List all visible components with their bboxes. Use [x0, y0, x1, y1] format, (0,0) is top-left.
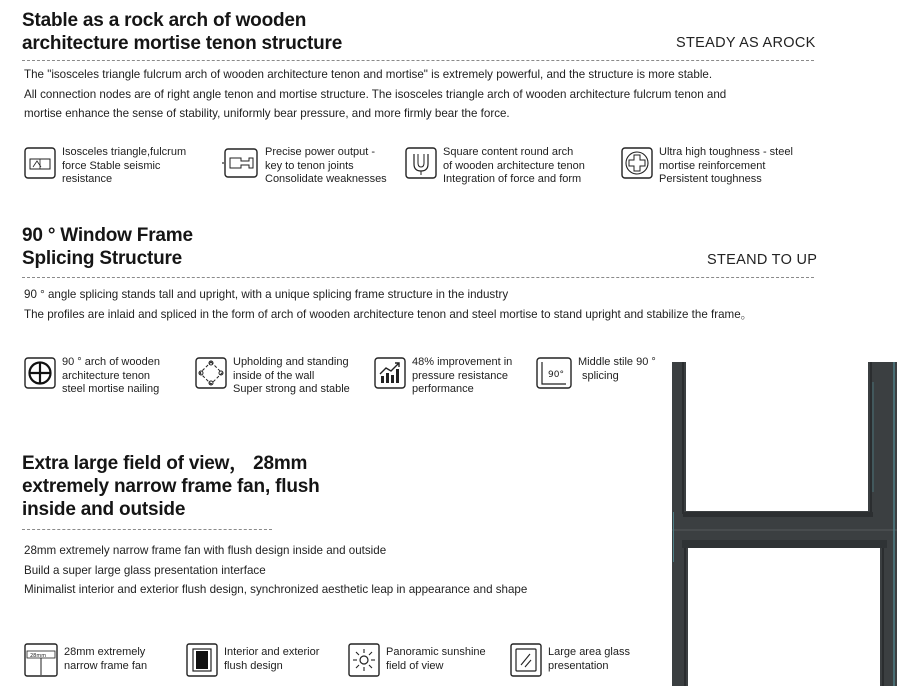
window-frame-drawing: [672, 362, 897, 686]
section2-tagline: STEAND TO UP: [707, 252, 818, 268]
angle-90-icon: [536, 356, 572, 390]
window-frame-image: [672, 362, 897, 686]
triangle-fulcrum-icon: [24, 146, 56, 180]
sunshine-icon: [348, 643, 380, 677]
feature-sunshine: [348, 643, 486, 677]
glass-area-icon: [510, 643, 542, 677]
feature-text: Interior and exterior flush design: [224, 646, 320, 672]
section2-divider: [22, 277, 814, 278]
feature-text: 28mm extremely narrow frame fan: [64, 646, 148, 672]
section3-title: Extra large field of view， 28mm extremely narrow frame fan, flush inside and outside: [22, 453, 320, 520]
section1-title: Stable as a rock arch of wooden architecture mortise tenon structure: [22, 10, 343, 54]
feature-cross-circle: [24, 356, 160, 397]
feature-round-arch: [405, 146, 585, 187]
feature-text: Middle stile 90 ° splicing: [578, 356, 656, 382]
feature-text: Upholding and standing inside of the wall Super strong and stable: [233, 356, 350, 396]
section2-paragraph: 90 ° angle splicing stands tall and upright, with a unique splicing frame structure in the industry The profiles are inlaid and spliced in the form of arch of wooden architecture tenon and steel mortise to stand upright and stabilize the frame。: [24, 288, 753, 321]
feature-flush-design: [186, 643, 319, 677]
section3-paragraph: 28mm extremely narrow frame fan with flush design inside and outside Build a super large glass presentation interface Minimalist interior and exterior flush design, synchronized aesthetic leap in appearance and shape: [24, 544, 528, 596]
narrow-frame-icon: [24, 643, 58, 677]
feature-text: 90 ° arch of wooden architecture tenon steel mortise nailing: [62, 356, 160, 396]
feature-tenon-joint: [221, 146, 387, 187]
feature-text: 48% improvement in pressure resistance performance: [412, 356, 513, 396]
section1-divider: [22, 60, 814, 61]
round-arch-icon: [405, 146, 437, 180]
narrow-frame-label: 28mm: [30, 653, 47, 659]
feature-text: Large area glass presentation: [548, 646, 630, 672]
feature-growth: [374, 356, 512, 397]
tenon-joint-icon: [221, 146, 259, 180]
growth-chart-icon: [374, 356, 406, 390]
section1-paragraph: The "isosceles triangle fulcrum arch of wooden architecture tenon and mortise" is extremely powerful, and the structure is more stable. All connection nodes are of right angle tenon and mortise structure. The isosceles triangle arch of wooden architecture fulcrum tenon and mortise enhance the sense of stability, uniformly bear pressure, and more firmly bear the force.: [24, 68, 727, 120]
feature-angle-90: [536, 356, 656, 390]
upholding-frame-icon: [195, 356, 227, 390]
feature-text: Precise power output - key to tenon joints Consolidate weaknesses: [265, 146, 387, 186]
reinforcement-icon: [621, 146, 653, 180]
feature-text: Panoramic sunshine field of view: [386, 646, 486, 672]
flush-design-icon: [186, 643, 218, 677]
feature-reinforcement: [621, 146, 793, 187]
feature-text: Isosceles triangle,fulcrum force Stable seismic resistance: [62, 146, 187, 186]
section2-title: 90 ° Window Frame Splicing Structure: [22, 225, 193, 269]
feature-text: Square content round arch of wooden architecture tenon Integration of force and form: [443, 146, 585, 186]
section3-divider: [22, 529, 272, 530]
angle-90-label: 90°: [548, 370, 564, 380]
feature-narrow-frame: [24, 643, 147, 677]
feature-upholding: [195, 356, 350, 397]
feature-text: Ultra high toughness - steel mortise reinforcement Persistent toughness: [659, 146, 793, 186]
cross-circle-icon: [24, 356, 56, 390]
section1-tagline: STEADY AS AROCK: [676, 35, 816, 51]
feature-glass-area: [510, 643, 630, 677]
feature-triangle-fulcrum: [24, 146, 186, 187]
